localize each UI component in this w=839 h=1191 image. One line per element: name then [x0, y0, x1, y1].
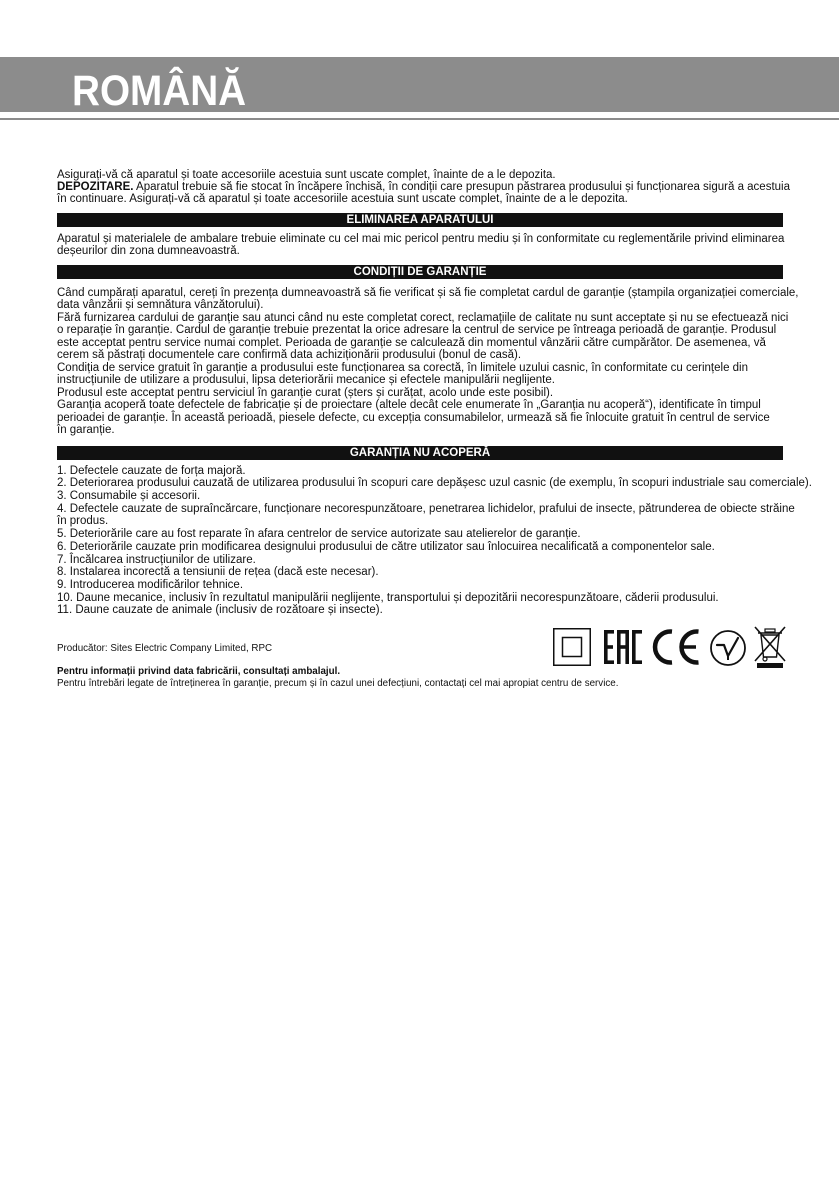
- storage-label: DEPOZITARE.: [57, 181, 134, 193]
- exclusions-section: [57, 465, 812, 617]
- warranty-line: perioadei de garanție. În această perioadă, piesele defecte, cu excepția consumabilelor, urmează să fie înlocuite gratuit în centrul de service: [57, 411, 770, 424]
- double-insulation-icon: [553, 628, 591, 666]
- warranty-line: Produsul este acceptat pentru serviciul în garanție curat (șters și curățat, acolo unde este posibil).: [57, 386, 554, 399]
- storage-section: [57, 169, 790, 205]
- warranty-line: Fără furnizarea cardului de garanție sau atunci când nu este completat corect, reclamațiile de calitate nu sunt acceptate și nu se efectuează nici: [57, 311, 789, 324]
- storage-line: Asigurați-vă că aparatul și toate accesoriile acestuia sunt uscate complet, înainte de a le depozita.: [57, 169, 556, 181]
- exclusion-line: în produs.: [57, 515, 109, 528]
- exclusion-line: 2. Deteriorarea produsului cauzată de utilizarea produsului în scopuri care depășesc uzul casnic (de exemplu, în scopuri industriale sau comerciale).: [57, 477, 812, 490]
- disposal-line: Aparatul și materialele de ambalare trebuie eliminate cu cel mai mic pericol pentru mediu și în conformitate cu reglementările privind eliminarea: [57, 233, 785, 245]
- crossed-bin-icon: [754, 626, 786, 670]
- warranty-line: cerem să păstrați documentele care confirmă data achiziționării produsului (bonul de casă).: [57, 349, 522, 362]
- storage-line: [57, 181, 790, 193]
- manufacturing-date-note: Pentru informații privind data fabricării, consultați ambalajul.: [57, 665, 341, 677]
- exclusion-line: 7. Încălcarea instrucțiunilor de utilizare.: [57, 553, 256, 566]
- warranty-line: Condiția de service gratuit în garanție a produsului este funcționarea sa corectă, în limitele uzului casnic, în conformitate cu cerințele din: [57, 361, 749, 374]
- service-note: Pentru întrebări legate de întreținerea în garanție, precum și în cazul unei defecțiuni, contactați cel mai apropiat centru de service.: [57, 677, 619, 689]
- disposal-section: [57, 233, 784, 257]
- warranty-line: data vânzării și semnătura vânzătorului).: [57, 299, 264, 312]
- exclusion-line: 9. Introducerea modificărilor tehnice.: [57, 578, 244, 591]
- exclusion-line: 10. Daune mecanice, inclusiv în rezultatul manipulării neglijente, transportului și depozitării necorespunzătoare, căderii produsului.: [57, 591, 719, 604]
- warranty-line: instrucțiunile de utilizare a produsului, lipsa deteriorării mecanice și efectele manipulării neglijente.: [57, 374, 555, 387]
- warranty-line: în garanție.: [57, 424, 115, 437]
- manufacturer-text: Producător: Sites Electric Company Limited, RPC: [57, 642, 273, 654]
- warranty-section: [57, 287, 798, 437]
- header-rule: [0, 118, 839, 120]
- section-heading-exclusions: GARANȚIA NU ACOPERĂ: [57, 446, 783, 460]
- storage-text: Aparatul trebuie să fie stocat în încăpere închisă, în condiții care presupun păstrarea produsului și funcționarea sigură a acestuia: [136, 181, 790, 193]
- ce-mark-icon: [651, 628, 701, 666]
- warranty-line: este acceptat pentru service numai complet. Perioada de garanție se calculează din momentul vânzării către cumpărător. De asemenea, vă: [57, 336, 766, 349]
- language-title: ROMÂNĂ: [72, 67, 247, 115]
- storage-line: în continuare. Asigurați-vă că aparatul și toate accesoriile acestuia sunt uscate complet, înainte de a le depozita.: [57, 193, 628, 205]
- certification-marks: [550, 624, 790, 674]
- conformity-mark-icon: [709, 629, 747, 667]
- section-heading-warranty: CONDIȚII DE GARANȚIE: [57, 265, 783, 279]
- warranty-line: Când cumpărați aparatul, cereți în prezența dumneavoastră să fie verificat și să fie completat cardul de garanție (ștampila organizației comerciale,: [57, 286, 799, 299]
- exclusion-line: 11. Daune cauzate de animale (inclusiv de rozătoare și insecte).: [57, 604, 383, 617]
- section-heading-disposal: ELIMINAREA APARATULUI: [57, 213, 783, 227]
- exclusion-line: 5. Deteriorările care au fost reparate în afara centrelor de service autorizate sau atelierelor de garanție.: [57, 528, 581, 541]
- exclusion-line: 8. Instalarea incorectă a tensiunii de rețea (dacă este necesar).: [57, 566, 379, 579]
- language-header: [0, 57, 839, 115]
- disposal-line: deșeurilor din zona dumneavoastră.: [57, 245, 240, 257]
- warranty-line: Garanția acoperă toate defectele de fabricație și de proiectare (altele decât cele enumerate în „Garanția nu acoperă“), identificate în timpul: [57, 399, 761, 412]
- exclusion-line: 3. Consumabile și accesorii.: [57, 490, 201, 503]
- warranty-line: o reparație în garanție. Cardul de garanție trebuie prezentat la orice adresare la centrul de service pe întreaga perioadă de garanție. Produsul: [57, 324, 777, 337]
- eac-mark-icon: [604, 630, 642, 664]
- exclusion-line: 4. Defectele cauzate de supraîncărcare, funcționare necorespunzătoare, penetrarea lichidelor, prafului de insecte, pătrunderea de obiecte străine: [57, 502, 795, 515]
- exclusion-line: 6. Deteriorările cauzate prin modificarea designului produsului de către utilizator sau înlocuirea necalificată a componentelor sale.: [57, 540, 715, 553]
- exclusion-line: 1. Defectele cauzate de forța majoră.: [57, 464, 246, 477]
